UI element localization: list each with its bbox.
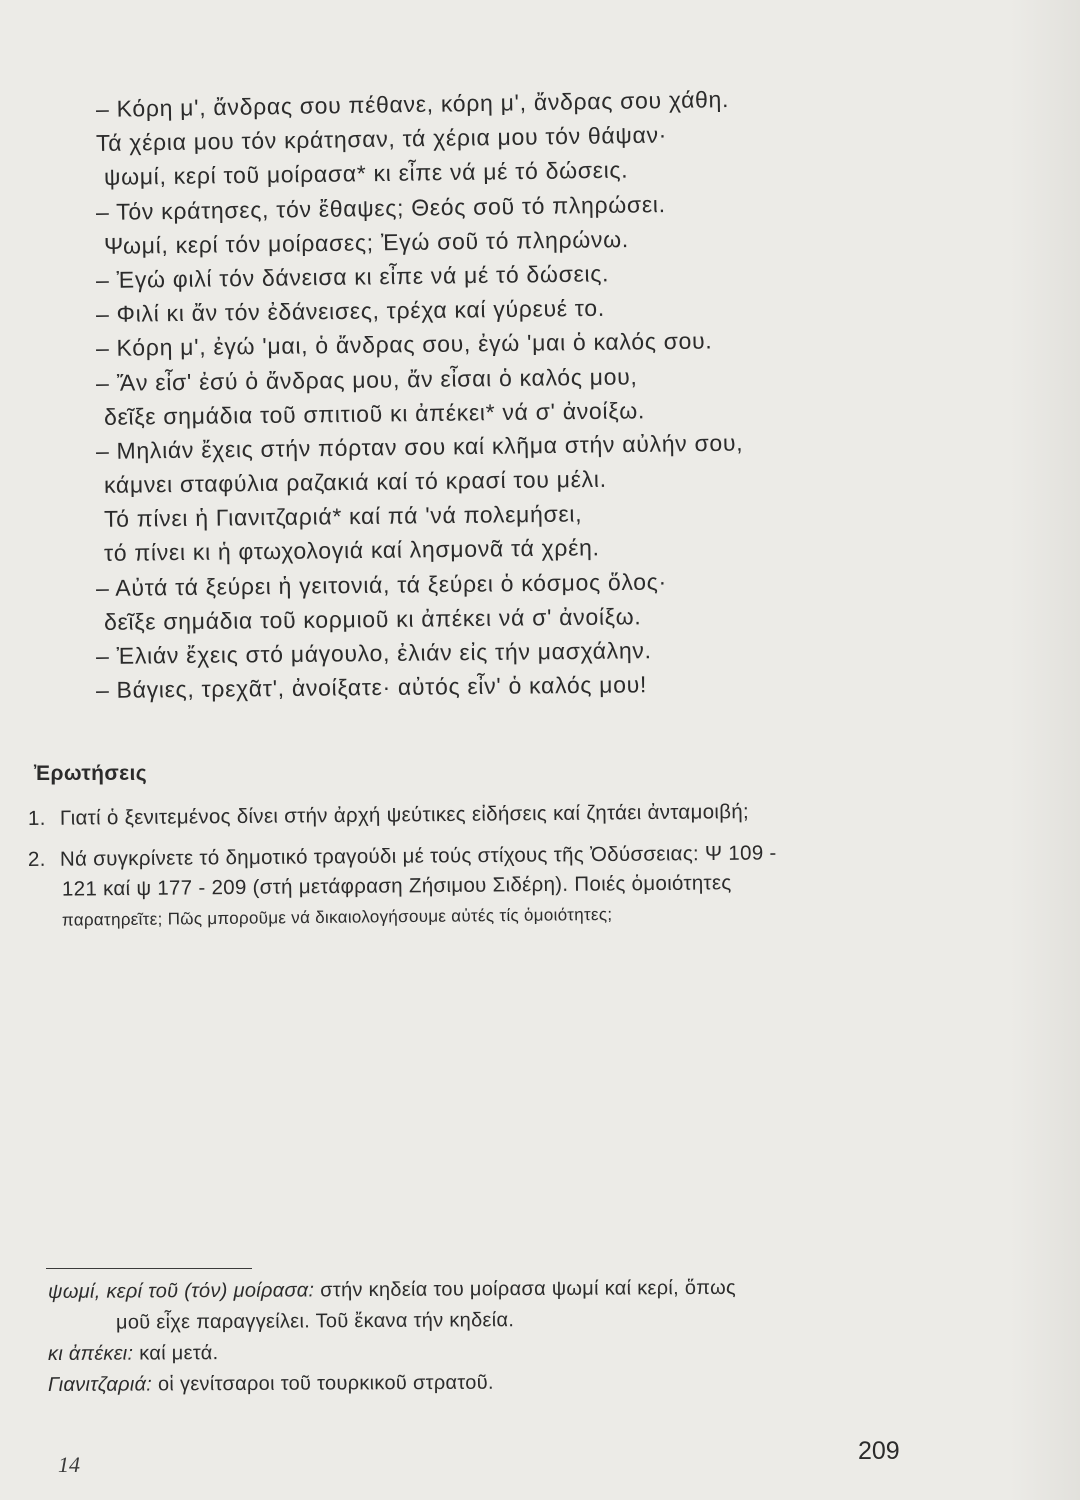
glossary-definition: στήν κηδεία του μοίρασα ψωμί καί κερί, ὅπως: [314, 1276, 737, 1302]
page-mark-left: 14: [58, 1452, 80, 1477]
verse-line: – Ἄν εἶσ' ἐσύ ὁ ἄνδρας μου, ἄν εἶσαι ὁ καλός μου,: [95, 362, 638, 396]
verse-line: κάμνει σταφύλια ραζακιά καί τό κρασί του μέλι.: [103, 465, 607, 498]
glossary-note: [48, 1303, 948, 1339]
question-item: [27, 800, 908, 835]
glossary-note: [48, 1334, 948, 1370]
question-number: 1.: [27, 806, 46, 830]
question-number: 2.: [27, 847, 46, 871]
glossary-definition: μοῦ εἶχε παραγγείλει. Τοῦ ἔκανα τήν κηδεία.: [115, 1309, 515, 1334]
verse-line: – Ἐλιάν ἔχεις στό μάγουλο, ἐλιάν εἰς τήν μασχάλην.: [95, 637, 652, 669]
verse-line: Τό πίνει ἡ Γιανιτζαριά* καί πά 'νά πολεμήσει,: [103, 500, 583, 533]
question-text: Γιατί ὁ ξενιτεμένος δίνει στήν ἀρχή ψεύτικες εἰδήσεις καί ζητάει ἀνταμοιβή;: [59, 800, 750, 830]
verse-line: δεῖξε σημάδια τοῦ σπιτιοῦ κι ἀπέκει* νά σ' ἀνοίξω.: [103, 396, 646, 430]
footnote-separator: [46, 1268, 252, 1269]
verse-line: – Φιλί κι ἄν τόν ἐδάνεισες, τρέχα καί γύρευέ το.: [95, 294, 606, 328]
folk-song-verses: [95, 86, 856, 707]
question-text: Νά συγκρίνετε τό δημοτικό τραγούδι μέ τούς στίχους τῆς Ὀδύσσειας: Ψ 109 -: [59, 840, 777, 871]
verse-line: – Αὐτά τά ξεύρει ἡ γειτονιά, τά ξεύρει ὁ κόσμος ὅλος·: [95, 568, 667, 601]
questions-heading: Ἐρωτήσεις: [34, 762, 148, 785]
verse-line: – Κόρη μ', ἄνδρας σου πέθανε, κόρη μ', ἄνδρας σου χάθη.: [95, 86, 730, 122]
questions-list: [27, 800, 908, 946]
verse-line: – Κόρη μ', ἐγώ 'μαι, ὁ ἄνδρας σου, ἐγώ 'μαι ὁ καλός σου.: [95, 327, 713, 362]
page-edge-shadow: [1010, 0, 1080, 1500]
glossary-term: ψωμί, κερί τοῦ (τόν) μοίρασα:: [47, 1279, 315, 1303]
verse-line: δεῖξε σημάδια τοῦ κορμιοῦ κι ἀπέκει νά σ' ἀνοίξω.: [103, 603, 642, 635]
question-text: παρατηρεῖτε; Πῶς μποροῦμε νά δικαιολογήσουμε αὐτές τίς ὁμοιότητες;: [61, 904, 613, 930]
verse-line: Τά χέρια μου τόν κράτησαν, τά χέρια μου τόν θάψαν·: [95, 121, 668, 157]
verse-line: τό πίνει κι ἡ φτωχολογιά καί λησμονᾶ τά χρέη.: [103, 534, 600, 567]
verse-line: ψωμί, κερί τοῦ μοίρασα* κι εἶπε νά μέ τό δώσεις.: [103, 156, 629, 191]
glossary-term: κι ἀπέκει:: [47, 1342, 134, 1365]
question-item: [27, 840, 908, 937]
question-text: 121 καί ψ 177 - 209 (στή μετάφραση Ζήσιμου Σιδέρη). Ποιές ὁμοιότητες: [61, 871, 732, 901]
verse-line: – Τόν κράτησες, τόν ἔθαψες; Θεός σοῦ τό πληρώσει.: [95, 190, 666, 225]
verse-line: – Ἐγώ φιλί τόν δάνεισα κι εἶπε νά μέ τό δώσεις.: [95, 260, 610, 293]
page-number: 209: [858, 1437, 900, 1465]
glossary-note: [48, 1365, 948, 1401]
glossary-definition: καί μετά.: [133, 1342, 219, 1365]
verse-line: Ψωμί, κερί τόν μοίρασες; Ἐγώ σοῦ τό πληρώνω.: [103, 225, 630, 259]
verse-line: – Μηλιάν ἔχεις στήν πόρταν σου καί κλῆμα στήν αὐλήν σου,: [95, 429, 744, 464]
glossary-definition: οἱ γενίτσαροι τοῦ τουρκικοῦ στρατοῦ.: [152, 1371, 494, 1396]
glossary-notes: [48, 1277, 948, 1401]
verse-line: – Βάγιες, τρεχᾶτ', ἀνοίξατε· αὐτός εἶν' ὁ καλός μου!: [95, 671, 648, 704]
glossary-term: Γιανιτζαριά:: [47, 1373, 153, 1396]
